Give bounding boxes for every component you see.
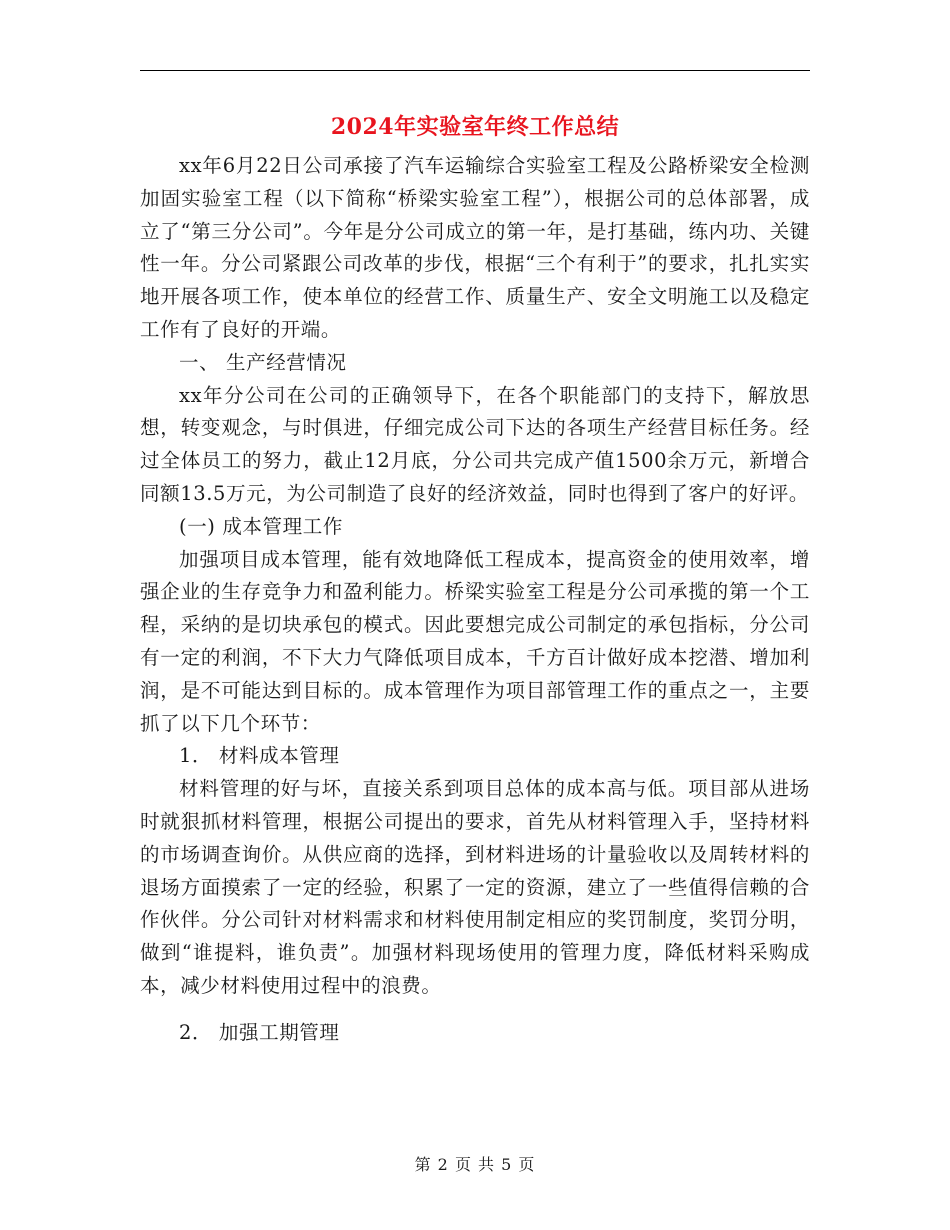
- section-heading-production: 一、 生产经营情况: [179, 350, 347, 374]
- subsection-heading-cost: (一) 成本管理工作: [179, 514, 343, 538]
- paragraph-production: xx年分公司在公司的正确领导下，在各个职能部门的支持下，解放思想，转变观念，与时俱进，仔细完成公司下达的各项生产经营目标任务。经过全体员工的努力，截止12月底，分公司共完成产值1500余万元，新增合同额13.5万元，为公司制造了良好的经济效益，同时也得到了客户的好评。: [140, 383, 810, 505]
- document-body: [140, 150, 810, 1050]
- page-number: 第 2 页 共 5 页: [414, 1155, 536, 1174]
- paragraph-material: 材料管理的好与坏，直接关系到项目总体的成本高与低。项目部从进场时就狠抓材料管理，根据公司提出的要求，首先从材料管理入手，坚持材料的市场调查询价。从供应商的选择，到材料进场的计量验收以及周转材料的退场方面摸索了一定的经验，积累了一定的资源，建立了一些值得信赖的合作伙伴。分公司针对材料需求和材料使用制定相应的奖罚制度，奖罚分明，做到“谁提料，谁负责”。加强材料现场使用的管理力度，降低材料采购成本，减少材料使用过程中的浪费。: [140, 777, 810, 997]
- paragraph-cost: 加强项目成本管理，能有效地降低工程成本，提高资金的使用效率，增强企业的生存竞争力和盈利能力。桥梁实验室工程是分公司承揽的第一个工程，采纳的是切块承包的模式。因此要想完成公司制定的承包指标，分公司有一定的利润，不下大力气降低项目成本，千方百计做好成本挖潜、增加利润，是不可能达到目标的。成本管理作为项目部管理工作的重点之一，主要抓了以下几个环节：: [140, 547, 810, 735]
- document-title: 2024年实验室年终工作总结: [330, 114, 620, 140]
- header-rule: [140, 70, 810, 71]
- item-heading-schedule: 2． 加强工期管理: [179, 1020, 340, 1044]
- item-heading-material: 1． 材料成本管理: [179, 744, 340, 768]
- paragraph-intro: xx年6月22日公司承接了汽车运输综合实验室工程及公路桥梁安全检测加固实验室工程（以下简称“桥梁实验室工程”），根据公司的总体部署，成立了“第三分公司”。今年是分公司成立的第一年，是打基础，练内功、关键性一年。分公司紧跟公司改革的步伐，根据“三个有利于”的要求，扎扎实实地开展各项工作，使本单位的经营工作、质量生产、安全文明施工以及稳定工作有了良好的开端。: [140, 154, 810, 341]
